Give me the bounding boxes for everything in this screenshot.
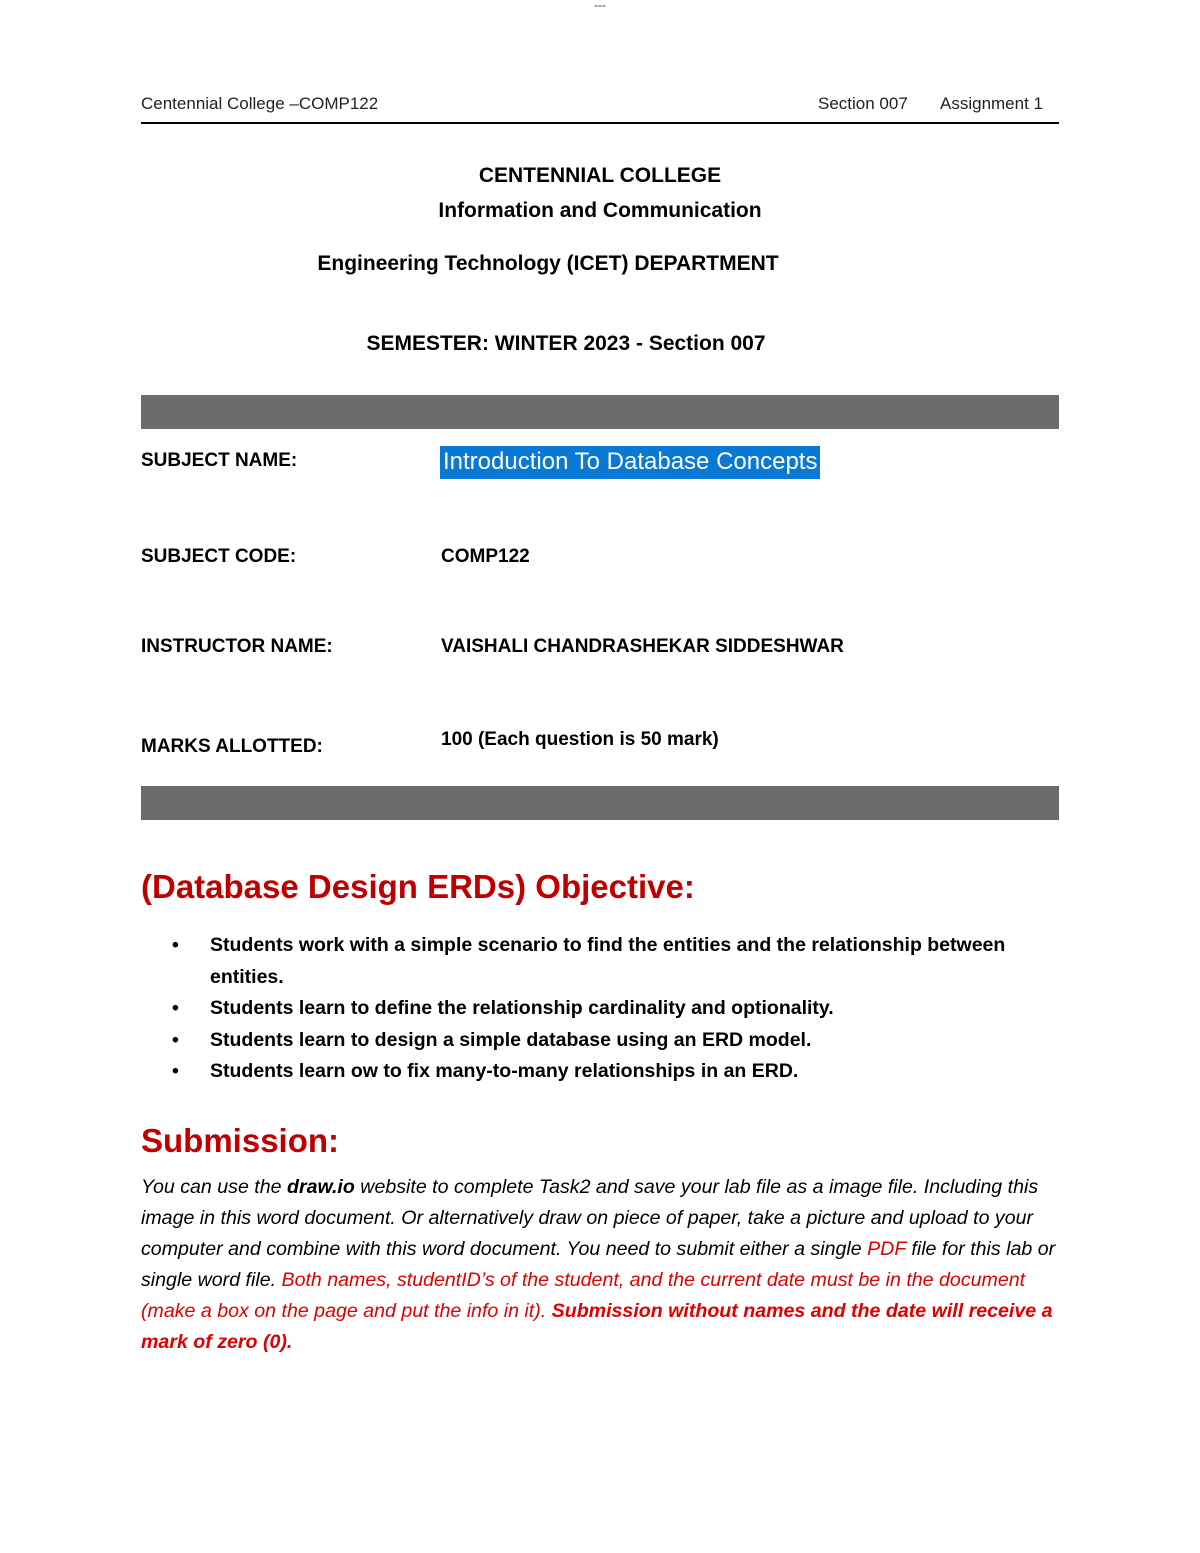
header-assignment: Assignment 1: [940, 94, 1043, 113]
objective-heading: (Database Design ERDs) Objective:: [141, 868, 695, 905]
submission-warning: Submission without names and the date will receive a mark of zero (0).: [141, 1300, 1053, 1353]
submission-paragraph: You can use the draw.io website to complete Task2 and save your lab file as a image file. Including this image in this word document. Or alternatively draw on piece of paper, take a picture and upload to your computer and combine with this word document. You need to submit either a single PDF file for this lab or single word file. Both names, studentID’s of the student, and the current date must be in the document (make a box on the page and put the info in it). Submission without names and the date will receive a mark of zero (0).: [141, 1176, 1056, 1353]
divider-bar-top: [141, 395, 1059, 429]
list-item: • Students learn to define the relationship cardinality and optionality.: [168, 993, 1048, 1025]
subject-code-label: SUBJECT CODE:: [141, 546, 297, 567]
title-semester: SEMESTER: WINTER 2023 - Section 007: [366, 332, 766, 355]
bullet-icon: •: [172, 1060, 179, 1082]
title-department-line1: Information and Communication: [438, 199, 762, 222]
header-college-course: Centennial College –COMP122: [141, 94, 379, 113]
subject-code-value: COMP122: [441, 546, 530, 567]
list-item: • Students learn to design a simple database using an ERD model.: [168, 1025, 1048, 1057]
header-rule: [141, 122, 1059, 124]
bullet-icon: •: [172, 934, 179, 956]
marks-label: MARKS ALLOTTED:: [141, 736, 323, 757]
page-top-mark: ---: [594, 0, 606, 12]
marks-value: 100 (Each question is 50 mark): [441, 729, 719, 750]
title-college: CENTENNIAL COLLEGE: [478, 164, 722, 187]
list-item: • Students learn ow to fix many-to-many relationships in an ERD.: [168, 1056, 1048, 1088]
bullet-icon: •: [172, 997, 179, 1019]
list-item: • Students work with a simple scenario to find the entities and the relationship between entities.: [168, 930, 1048, 993]
objective-list: [168, 930, 1048, 1088]
subject-name-value: Introduction To Database Concepts: [440, 446, 820, 479]
bullet-icon: •: [172, 1028, 179, 1051]
submission-requirement: Both names, studentID’s of the student, and the current date must be in the document (make a box on the page and put the info in it).: [141, 1269, 1026, 1322]
divider-bar-bottom: [141, 786, 1059, 820]
submission-heading: Submission:: [141, 1122, 340, 1159]
header-section: Section 007: [818, 94, 908, 113]
instructor-label: INSTRUCTOR NAME:: [141, 636, 333, 657]
subject-name-label: SUBJECT NAME:: [141, 450, 298, 471]
title-department-line2: Engineering Technology (ICET) DEPARTMENT: [317, 252, 779, 275]
instructor-value: VAISHALI CHANDRASHEKAR SIDDESHWAR: [441, 636, 844, 657]
drawio-link-text: draw.io: [286, 1176, 355, 1198]
